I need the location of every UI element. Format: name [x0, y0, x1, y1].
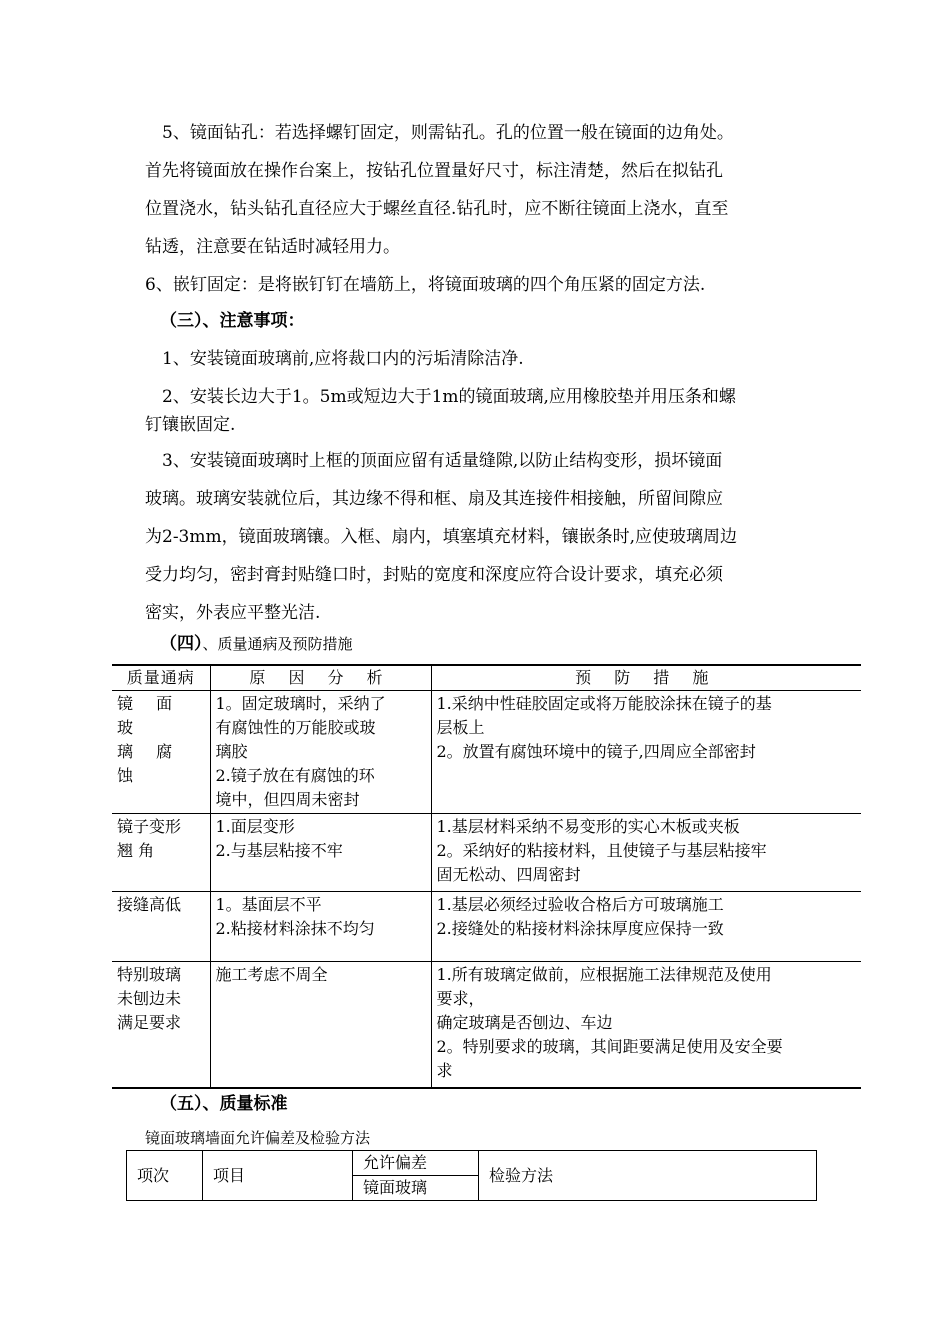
prevention-line: 1.基层材料采纳不易变形的实心木板或夹板 [436, 817, 740, 836]
issue-line: 翘 角 [117, 841, 155, 860]
quality-heading-number: （四） [160, 634, 203, 654]
prevention-line: 要求， [436, 989, 485, 1008]
col-header-cause: 原 因 分 析 [210, 665, 431, 691]
prevention-line: 1.所有玻璃定做前，应根据施工法律规范及使用 [436, 965, 772, 984]
table-row [112, 691, 861, 814]
col-header-item: 项目 [203, 1151, 353, 1201]
issue-line: 镜 面 玻 [117, 694, 182, 737]
table-row [112, 892, 861, 962]
prevention-line: 1.采纳中性硅胶固定或将万能胶涂抹在镜子的基 [436, 694, 772, 713]
notes-item-2-line-1: 2、安装长边大于1。5m或短边大于1m的镜面玻璃,应用橡胶垫并用压条和螺 [162, 387, 736, 407]
notes-item-2-line-2: 钉镶嵌固定. [145, 415, 236, 435]
cause-cell [210, 892, 431, 962]
quality-heading [160, 632, 353, 656]
col-header-method: 检验方法 [479, 1151, 817, 1201]
prevention-line: 固无松动、四周密封 [436, 865, 581, 884]
notes-heading: （三）、注意事项： [160, 311, 305, 331]
prevention-line: 层板上 [436, 718, 485, 737]
cause-line: 施工考虑不周全 [215, 965, 328, 984]
issue-cell [112, 892, 210, 962]
cause-cell [210, 962, 431, 1088]
issue-line: 满足要求 [117, 1013, 182, 1032]
cause-line: 2.与基层粘接不牢 [215, 841, 343, 860]
install-item-5-line-1: 5、镜面钻孔：若选择螺钉固定，则需钻孔。孔的位置一般在镜面的边角处。 [162, 123, 734, 143]
issue-cell [112, 814, 210, 892]
install-item-5-line-3: 位置浇水，钻头钻孔直径应大于螺丝直径.钻孔时，应不断往镜面上浇水，直至 [145, 199, 729, 219]
table-header-row [127, 1151, 817, 1176]
cause-cell [210, 691, 431, 814]
prevention-line: 2.接缝处的粘接材料涂抹厚度应保持一致 [436, 919, 724, 938]
cause-line: 2.镜子放在有腐蚀的环 [215, 766, 375, 785]
prevention-cell [431, 691, 861, 814]
issue-line: 未刨边未 [117, 989, 182, 1008]
notes-item-3-line-1: 3、安装镜面玻璃时上框的顶面应留有适量缝隙,以防止结构变形，损坏镜面 [162, 451, 723, 471]
issue-line: 特别玻璃 [117, 965, 182, 984]
tolerance-table [126, 1150, 817, 1201]
cause-cell [210, 814, 431, 892]
prevention-line: 1.基层必须经过验收合格后方可玻璃施工 [436, 895, 724, 914]
prevention-line: 2。特别要求的玻璃，其间距要满足使用及安全要 [436, 1037, 783, 1056]
cause-line: 1。基面层不平 [215, 895, 322, 914]
table-row [112, 814, 861, 892]
issue-line: 接缝高低 [117, 895, 182, 914]
install-item-5-line-4: 钻透，注意要在钻适时减轻用力。 [145, 237, 400, 257]
table-header-row [112, 665, 861, 691]
notes-item-3-line-2: 玻璃。玻璃安装就位后，其边缘不得和框、扇及其连接件相接触，所留间隙应 [145, 489, 723, 509]
cause-line: 有腐蚀性的万能胶或玻 [215, 718, 376, 737]
quality-heading-title: 、质量通病及预防措施 [202, 635, 353, 653]
issue-cell [112, 962, 210, 1088]
issue-cell [112, 691, 210, 814]
prevention-cell [431, 814, 861, 892]
prevention-line: 2。采纳好的粘接材料，且使镜子与基层粘接牢 [436, 841, 767, 860]
standard-heading: （五）、质量标准 [160, 1094, 288, 1114]
table-row [112, 962, 861, 1088]
prevention-line: 2。放置有腐蚀环境中的镜子,四周应全部密封 [436, 742, 756, 761]
notes-item-1: 1、安装镜面玻璃前,应将裁口内的污垢清除洁净. [162, 349, 524, 369]
col-header-tolerance: 允许偏差 [353, 1151, 479, 1176]
install-item-6: 6、嵌钉固定：是将嵌钉钉在墙筋上，将镜面玻璃的四个角压紧的固定方法. [145, 275, 706, 295]
cause-line: 境中，但四周未密封 [215, 790, 360, 809]
standard-table-caption: 镜面玻璃墙面允许偏差及检验方法 [145, 1129, 371, 1147]
prevention-cell [431, 892, 861, 962]
quality-issues-table [112, 664, 861, 1089]
cause-line: 2.粘接材料涂抹不均匀 [215, 919, 375, 938]
prevention-line: 确定玻璃是否刨边、车边 [436, 1013, 613, 1032]
prevention-cell [431, 962, 861, 1088]
notes-item-3-line-4: 受力均匀，密封膏封贴缝口时，封贴的宽度和深度应符合设计要求，填充必须 [145, 565, 723, 585]
col-header-prevention: 预 防 措 施 [431, 665, 861, 691]
cause-line: 1.面层变形 [215, 817, 295, 836]
install-item-5-line-2: 首先将镜面放在操作台案上，按钻孔位置量好尺寸，标注清楚，然后在拟钻孔 [145, 161, 723, 181]
col-header-tolerance-mirror-glass: 镜面玻璃 [353, 1176, 479, 1201]
notes-item-3-line-3: 为2-3mm，镜面玻璃镶。入框、扇内，填塞填充材料，镶嵌条时,应使玻璃周边 [145, 527, 738, 547]
prevention-line: 求 [436, 1061, 453, 1080]
col-header-index: 项次 [127, 1151, 203, 1201]
cause-line: 1。固定玻璃时，采纳了 [215, 694, 386, 713]
cause-line: 璃胶 [215, 742, 248, 761]
issue-line: 璃 腐 蚀 [117, 742, 182, 785]
col-header-issue: 质量通病 [112, 665, 210, 691]
notes-item-3-line-5: 密实，外表应平整光洁. [145, 603, 321, 623]
issue-line: 镜子变形 [117, 817, 182, 836]
